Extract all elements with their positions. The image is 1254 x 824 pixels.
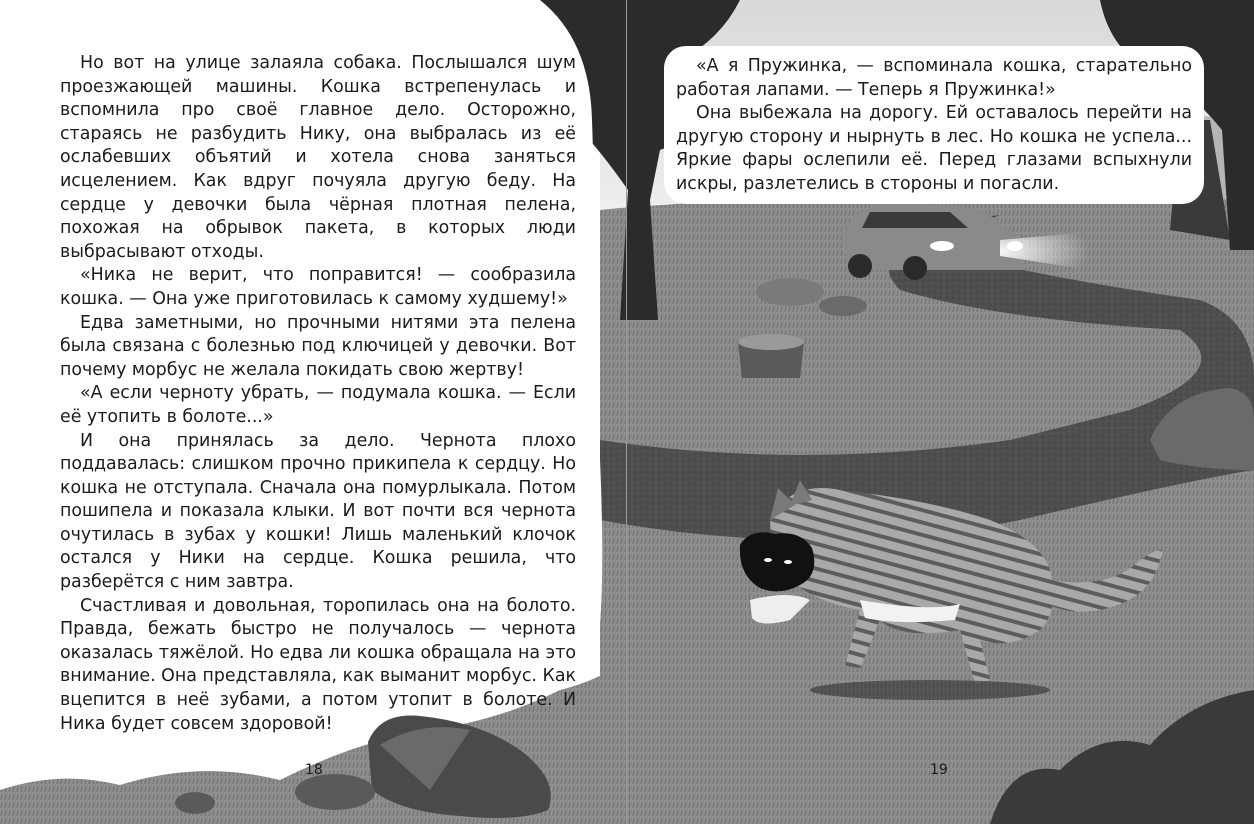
- page-number-left: 18: [305, 762, 323, 778]
- paragraph: Едва заметными, но прочными нитями эта пелена была связана с болезнью под ключицей у девочки. Вот почему морбус не желала покидать свою жертву!: [60, 312, 576, 380]
- paragraph: И она принялась за дело. Чернота плохо поддавалась: слишком прочно прикипела к сердцу. Но кошка не отступала. Сначала она помурлыкала. Потом пошипела и показала клыки. И вот почти вся чернота очутилась в зубах у кошки! Лишь маленький клочок остался у Ники на сердце. Кошка решила, что разберётся с ним завтра.: [60, 430, 576, 593]
- paragraph: Счастливая и довольная, торопилась она на болото. Правда, бежать быстро не получалось — чернота оказалась тяжёлой. Но едва ли кошка обращала на это внимание. Она представляла, как выманит морбус. Как вцепится в неё зубами, а потом утопит в болоте. И Ника будет совсем здоровой!: [60, 595, 576, 734]
- book-gutter: [626, 0, 627, 824]
- page-number-right: 19: [930, 762, 948, 778]
- paragraph: Она выбежала на дорогу. Ей оставалось перейти на другую сторону и нырнуть в лес. Но кошка не успела... Яркие фары ослепили её. Перед глазами вспыхнули искры, разлетелись в стороны и погасли.: [676, 103, 1192, 194]
- paragraph: «Ника не верит, что поправится! — сообразила кошка. — Она уже приготовилась к самому худшему!»: [60, 265, 576, 309]
- cat-shadow: [810, 680, 1050, 700]
- stump-icon: [738, 334, 804, 378]
- rock-icon: [819, 296, 867, 316]
- right-page-text: [676, 55, 1192, 197]
- rock-icon: [756, 278, 824, 306]
- rock-icon: [175, 792, 215, 814]
- paragraph: Но вот на улице залаяла собака. Послышался шум проезжающей машины. Кошка встрепенулась и вспомнила про своё главное дело. Осторожно, стараясь не разбудить Нику, она выбралась из её ослабевших объятий и хотела снова заняться исцелением. Как вдруг почуяла другую беду. На сердце у девочки была чёрная плотная пелена, похожая на обрывок пакета, в которых люди выбрасывают отходы.: [60, 53, 576, 262]
- paragraph: «А я Пружинка, — вспоминала кошка, старательно работая лапами. — Теперь я Пружинка!»: [676, 56, 1192, 100]
- left-page-text: [60, 52, 576, 736]
- rock-icon: [295, 774, 375, 810]
- paragraph: «А если черноту убрать, — подумала кошка. — Если её утопить в болоте...»: [60, 383, 576, 427]
